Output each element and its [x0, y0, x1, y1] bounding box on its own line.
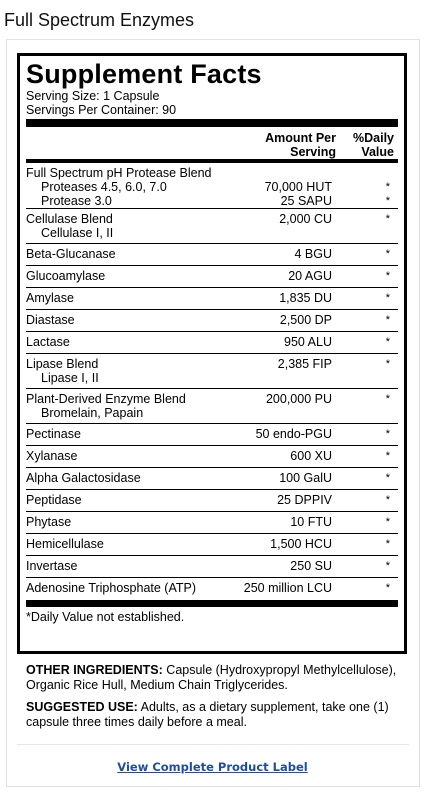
nutrient-amount: 25 DPPIV — [277, 493, 332, 507]
nutrient-amount: 2,385 FIP — [277, 357, 332, 371]
daily-value-header: %Daily Value — [353, 131, 394, 159]
nutrient-amount: 4 BGU — [294, 247, 332, 261]
nutrient-daily-value: * — [385, 538, 390, 550]
nutrient-row — [26, 512, 398, 534]
amount-per-serving-header: Amount Per Serving — [265, 131, 336, 159]
nutrient-name: Invertase — [26, 559, 78, 573]
nutrient-name: Lipase Blend — [26, 357, 99, 371]
nutrient-amount: 100 GalU — [279, 471, 332, 485]
nutrient-name: Xylanase — [26, 449, 78, 463]
daily-value-footnote: *Daily Value not established. — [26, 600, 398, 624]
nutrient-row — [26, 244, 398, 266]
nutrient-name: Pectinase — [26, 427, 81, 441]
nutrient-name: Lactase — [26, 335, 70, 349]
nutrient-amount: 2,500 DP — [279, 313, 332, 327]
nutrient-amount: 70,000 HUT — [264, 180, 332, 194]
nutrient-amount — [222, 406, 332, 420]
nutrient-daily-value: * — [385, 358, 390, 370]
nutrient-amount: 200,000 PU — [265, 392, 332, 406]
nutrient-row — [26, 446, 398, 468]
nutrient-amount: 250 million LCU — [243, 581, 332, 595]
other-ingredients-label: OTHER INGREDIENTS: — [26, 663, 163, 677]
suggested-use — [26, 700, 411, 730]
nutrient-daily-value: * — [385, 582, 390, 594]
column-header-row — [26, 127, 398, 163]
nutrient-row — [26, 354, 398, 389]
nutrient-amount — [222, 166, 332, 180]
nutrient-name: Cellulase I, II — [41, 226, 114, 240]
nutrient-daily-value: * — [385, 494, 390, 506]
nutrient-row — [26, 424, 398, 446]
other-ingredients — [26, 663, 411, 693]
nutrient-daily-value — [332, 406, 390, 420]
nutrient-daily-value: * — [385, 560, 390, 572]
nutrient-name: Protease 3.0 — [41, 194, 112, 208]
suggested-use-label: SUGGESTED USE: — [26, 700, 138, 714]
nutrient-amount — [222, 226, 332, 240]
nutrient-name: Peptidase — [26, 493, 82, 507]
nutrient-name: Full Spectrum pH Protease Blend — [26, 166, 212, 180]
nutrient-name: Phytase — [26, 515, 72, 529]
nutrient-daily-value: * — [385, 393, 390, 405]
nutrient-row — [26, 266, 398, 288]
nutrient-amount: 2,000 CU — [279, 212, 332, 226]
nutrient-amount — [222, 371, 332, 385]
view-complete-label-link[interactable]: View Complete Product Label — [117, 760, 308, 774]
other-ingredients-text: Capsule (Hydroxypropyl Methylcellulose), Organic Rice Hull, Medium Chain Triglycerides. — [26, 663, 397, 692]
nutrient-daily-value: * — [385, 181, 390, 193]
nutrient-amount: 10 FTU — [290, 515, 332, 529]
nutrient-daily-value: * — [385, 336, 390, 348]
nutrient-daily-value — [332, 166, 390, 180]
nutrient-row — [26, 163, 398, 209]
nutrient-rows — [26, 163, 398, 600]
nutrient-amount: 1,500 HCU — [270, 537, 332, 551]
nutrient-amount: 1,835 DU — [279, 291, 332, 305]
nutrient-daily-value: * — [385, 270, 390, 282]
nutrient-amount: 20 AGU — [288, 269, 332, 283]
view-label-link-container — [0, 758, 425, 776]
nutrient-amount: 950 ALU — [284, 335, 332, 349]
nutrient-daily-value: * — [385, 472, 390, 484]
nutrient-daily-value: * — [385, 450, 390, 462]
nutrient-daily-value: * — [385, 516, 390, 528]
nutrient-name: Alpha Galactosidase — [26, 471, 141, 485]
nutrient-daily-value — [332, 226, 390, 240]
nutrient-row — [26, 534, 398, 556]
nutrient-name: Bromelain, Papain — [41, 406, 144, 420]
nutrient-daily-value: * — [385, 292, 390, 304]
nutrient-row — [26, 209, 398, 244]
nutrient-amount: 250 SU — [290, 559, 332, 573]
suggested-use-text: Adults, as a dietary supplement, take one (1) capsule three times daily before a meal. — [26, 700, 389, 729]
nutrient-row — [26, 310, 398, 332]
nutrient-amount: 25 SAPU — [280, 194, 332, 208]
nutrient-amount: 600 XU — [290, 449, 332, 463]
nutrient-name: Proteases 4.5, 6.0, 7.0 — [41, 180, 167, 194]
facts-title: Supplement Facts — [26, 59, 262, 89]
divider-bar — [26, 119, 398, 127]
servings-per-container: Servings Per Container: 90 — [26, 103, 177, 117]
product-title: Full Spectrum Enzymes — [4, 10, 195, 30]
nutrient-row — [26, 556, 398, 578]
nutrient-name: Diastase — [26, 313, 75, 327]
nutrient-row — [26, 468, 398, 490]
nutrient-daily-value: * — [385, 195, 390, 207]
nutrient-name: Cellulase Blend — [26, 212, 113, 226]
supplement-facts-panel — [17, 53, 407, 654]
serving-size: Serving Size: 1 Capsule — [26, 89, 160, 103]
nutrient-name: Hemicellulase — [26, 537, 104, 551]
nutrient-name: Lipase I, II — [41, 371, 99, 385]
nutrient-daily-value: * — [385, 314, 390, 326]
nutrient-row — [26, 288, 398, 310]
nutrient-name: Amylase — [26, 291, 74, 305]
nutrient-amount: 50 endo-PGU — [255, 427, 332, 441]
nutrient-daily-value — [332, 371, 390, 385]
divider-line — [17, 744, 409, 745]
nutrient-row — [26, 578, 398, 600]
nutrient-row — [26, 490, 398, 512]
nutrient-name: Beta-Glucanase — [26, 247, 116, 261]
nutrient-row — [26, 332, 398, 354]
nutrient-daily-value: * — [385, 213, 390, 225]
nutrient-daily-value: * — [385, 428, 390, 440]
nutrient-daily-value: * — [385, 248, 390, 260]
nutrient-name: Glucoamylase — [26, 269, 106, 283]
nutrient-row — [26, 389, 398, 424]
nutrient-name: Plant-Derived Enzyme Blend — [26, 392, 186, 406]
nutrient-name: Adenosine Triphosphate (ATP) — [26, 581, 197, 595]
